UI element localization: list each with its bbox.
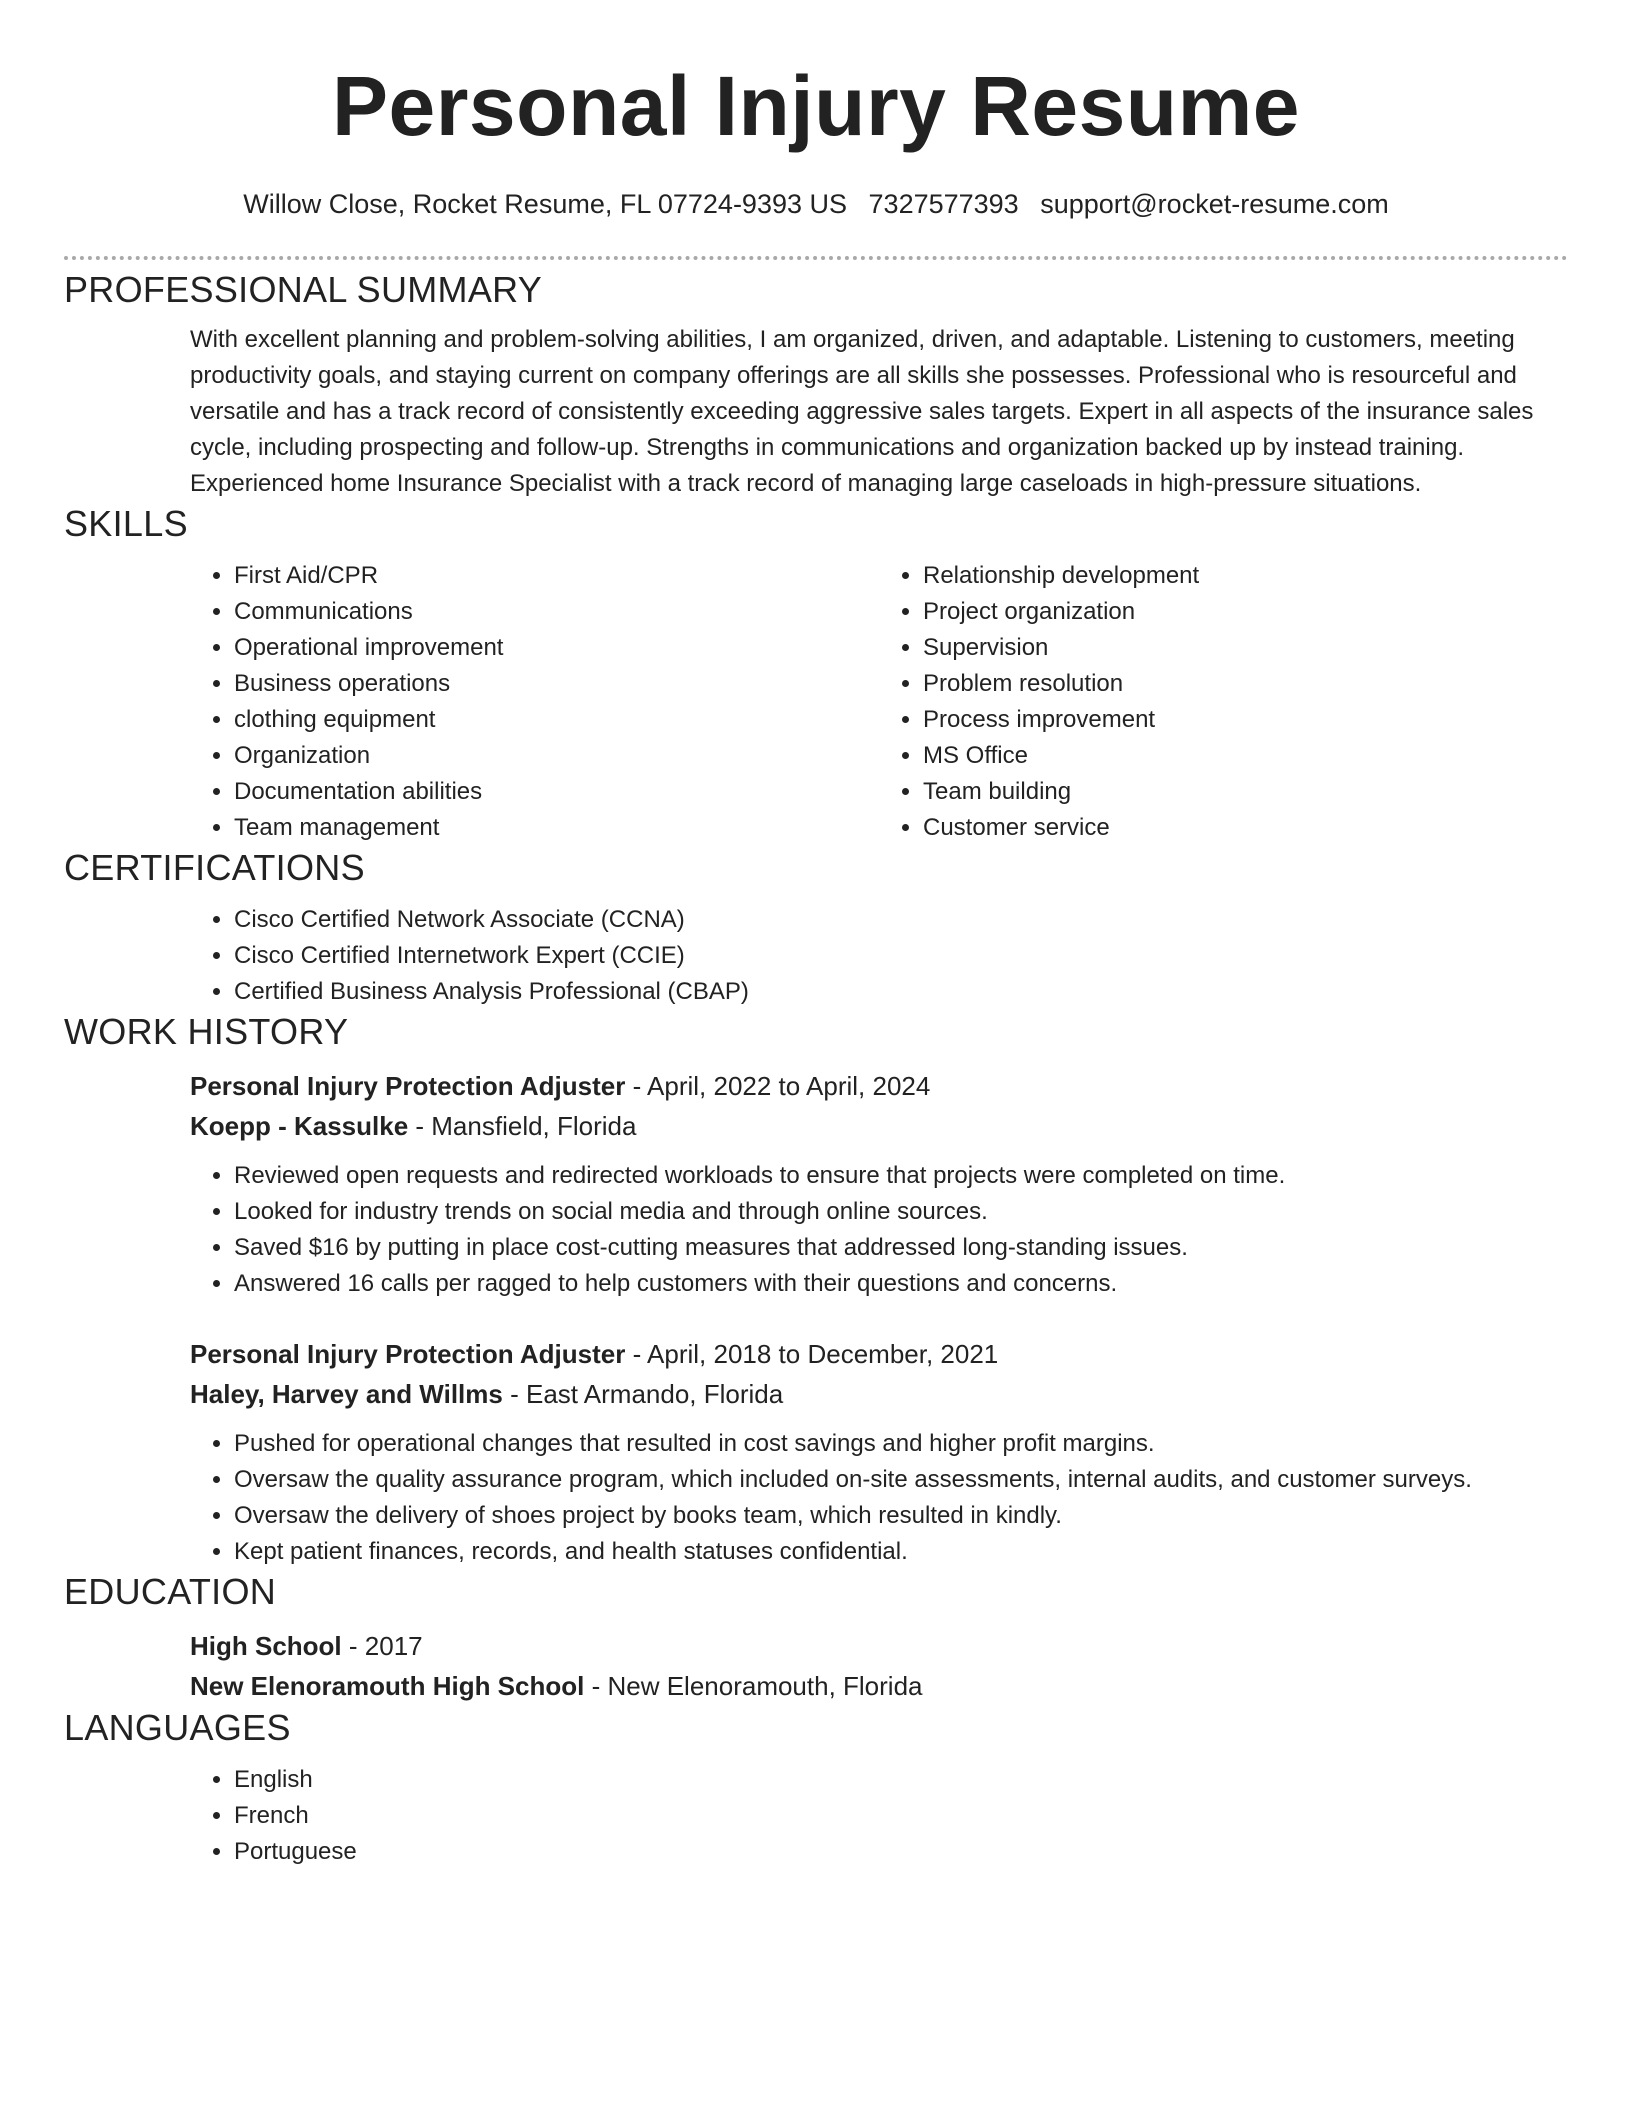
languages-block	[190, 1762, 1568, 1870]
education-school: New Elenoramouth High School	[190, 1671, 585, 1701]
summary-text: With excellent planning and problem-solving abilities, I am organized, driven, and adaptable. Listening to customers, meeting productivity goals, and staying current on company offerings are all skills she possesses. Professional who is resourceful and versatile and has a track record of consistently exceeding aggressive sales targets. Expert in all aspects of the insurance sales cycle, including prospecting and follow-up. Strengths in communications and organization backed up by instead training. Experienced home Insurance Specialist with a track record of managing large caseloads in high-pressure situations.	[190, 326, 1534, 497]
education-location: - New Elenoramouth, Florida	[584, 1671, 923, 1701]
job-bullet: • Reviewed open requests and redirected workloads to ensure that projects were completed on time.	[234, 1158, 1568, 1194]
skill-item: • Process improvement	[923, 702, 1568, 738]
skills-heading: SKILLS	[64, 503, 188, 544]
job-title-line	[190, 1334, 1568, 1374]
languages-heading: LANGUAGES	[64, 1707, 291, 1748]
education-degree: High School	[190, 1631, 342, 1661]
job-bullet: • Oversaw the delivery of shoes project by books team, which resulted in kindly.	[234, 1498, 1568, 1534]
job-company-line	[190, 1106, 1568, 1146]
skills-list-right	[879, 558, 1568, 846]
skill-item: • Supervision	[923, 630, 1568, 666]
job-bullets	[190, 1158, 1568, 1302]
skill-item: • Problem resolution	[923, 666, 1568, 702]
certifications-block	[190, 902, 1568, 1010]
skill-item: • Operational improvement	[234, 630, 879, 666]
skills-list-left	[190, 558, 879, 846]
job-dates: - April, 2018 to December, 2021	[625, 1339, 999, 1369]
job-dates: - April, 2022 to April, 2024	[625, 1071, 931, 1101]
job-bullet: • Saved $16 by putting in place cost-cutting measures that addressed long-standing issues.	[234, 1230, 1568, 1266]
skill-item: • Business operations	[234, 666, 879, 702]
job-company: Haley, Harvey and Willms	[190, 1379, 503, 1409]
skill-item: • Team management	[234, 810, 879, 846]
certification-item: • Cisco Certified Network Associate (CCNA)	[234, 902, 1568, 938]
certification-item: • Certified Business Analysis Professional (CBAP)	[234, 974, 1568, 1010]
resume-title: Personal Injury Resume	[331, 59, 1301, 153]
language-item: • Portuguese	[234, 1834, 1568, 1870]
contact-phone: 7327577393	[868, 189, 1019, 219]
certification-item: • Cisco Certified Internetwork Expert (CCIE)	[234, 938, 1568, 974]
work-history-heading: WORK HISTORY	[64, 1011, 349, 1052]
skill-item: • Customer service	[923, 810, 1568, 846]
job-bullet: • Oversaw the quality assurance program, which included on-site assessments, internal audits, and customer surveys.	[234, 1462, 1568, 1498]
skill-item: • Project organization	[923, 594, 1568, 630]
skill-item: • First Aid/CPR	[234, 558, 879, 594]
job-company: Koepp - Kassulke	[190, 1111, 409, 1141]
certifications-list	[190, 902, 1568, 1010]
header-divider	[64, 256, 1568, 260]
skill-item: • Documentation abilities	[234, 774, 879, 810]
contact-address: Willow Close, Rocket Resume, FL 07724-9393 US	[243, 189, 848, 219]
job-location: - Mansfield, Florida	[408, 1111, 637, 1141]
job-company-line	[190, 1374, 1568, 1414]
job-bullets	[190, 1426, 1568, 1570]
job-bullet: • Pushed for operational changes that resulted in cost savings and higher profit margins.	[234, 1426, 1568, 1462]
skill-item: • Communications	[234, 594, 879, 630]
education-school-line	[190, 1666, 1568, 1706]
skill-item: • Team building	[923, 774, 1568, 810]
job-title-line	[190, 1066, 1568, 1106]
language-item: • French	[234, 1798, 1568, 1834]
contact-line	[64, 188, 1568, 220]
job-bullet: • Looked for industry trends on social media and through online sources.	[234, 1194, 1568, 1230]
job-role: Personal Injury Protection Adjuster	[190, 1071, 626, 1101]
education-heading: EDUCATION	[64, 1571, 277, 1612]
education-year: - 2017	[341, 1631, 423, 1661]
job-bullet: • Answered 16 calls per ragged to help customers with their questions and concerns.	[234, 1266, 1568, 1302]
summary-heading: PROFESSIONAL SUMMARY	[64, 269, 543, 310]
skill-item: • clothing equipment	[234, 702, 879, 738]
education-degree-line	[190, 1626, 1568, 1666]
job-bullet: • Kept patient finances, records, and health statuses confidential.	[234, 1534, 1568, 1570]
skills-grid	[190, 558, 1568, 846]
job-entry	[190, 1334, 1568, 1570]
languages-list	[190, 1762, 1568, 1870]
education-entry	[190, 1626, 1568, 1706]
job-location: - East Armando, Florida	[502, 1379, 784, 1409]
skill-item: • Organization	[234, 738, 879, 774]
job-entry	[190, 1066, 1568, 1302]
certifications-heading: CERTIFICATIONS	[64, 847, 365, 888]
skill-item: • MS Office	[923, 738, 1568, 774]
language-item: • English	[234, 1762, 1568, 1798]
skill-item: • Relationship development	[923, 558, 1568, 594]
contact-email: support@rocket-resume.com	[1040, 189, 1389, 219]
job-role: Personal Injury Protection Adjuster	[190, 1339, 626, 1369]
